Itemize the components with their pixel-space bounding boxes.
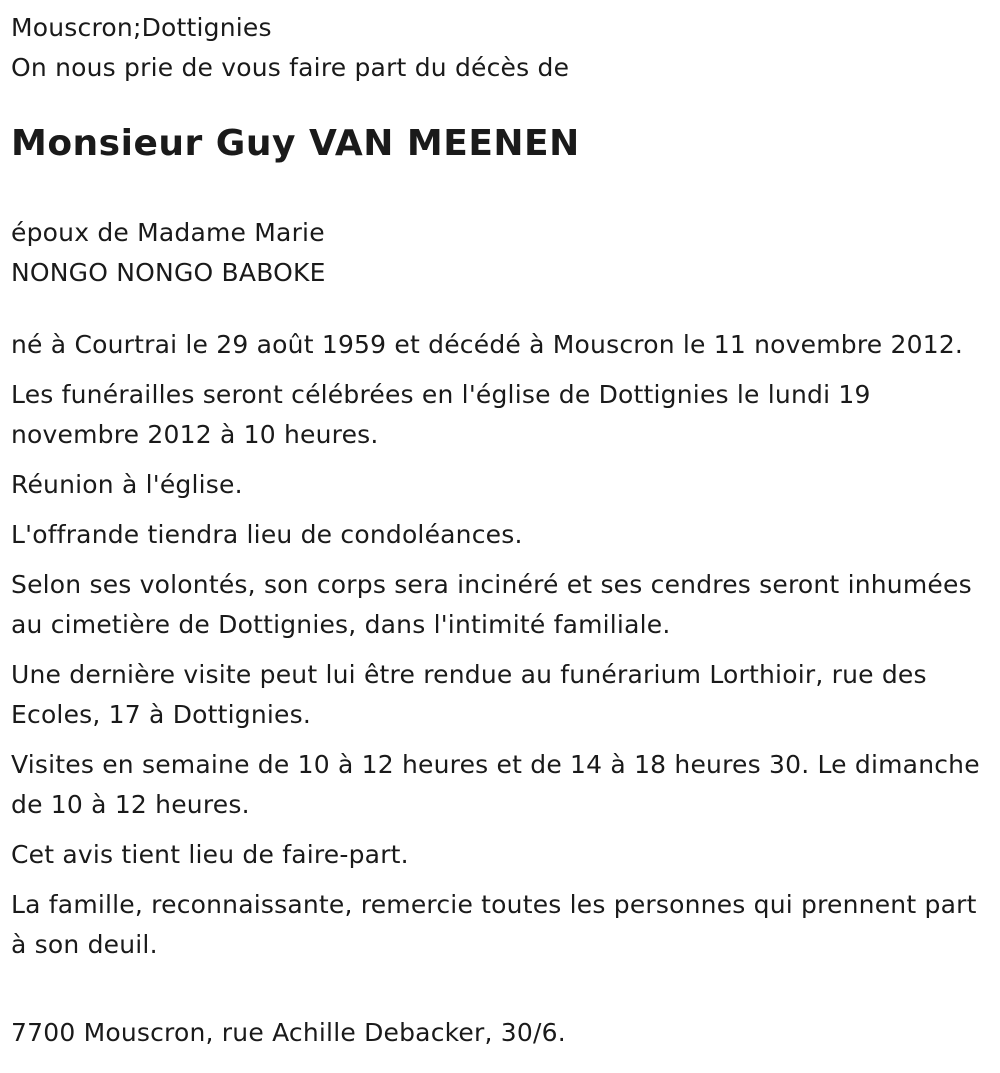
- spouse-line: époux de Madame Marie: [11, 218, 325, 247]
- location-line: Mouscron;Dottignies: [11, 13, 272, 42]
- funeral-paragraph: Les funérailles seront célébrées en l'église de Dottignies le lundi 19 novembre 2012 à 10 heures.: [11, 380, 871, 449]
- gathering-paragraph: Réunion à l'église.: [11, 470, 243, 499]
- birth-death-paragraph: né à Courtrai le 29 août 1959 et décédé à Mouscron le 11 novembre 2012.: [11, 330, 964, 359]
- faire-part-paragraph: Cet avis tient lieu de faire-part.: [11, 840, 409, 869]
- cremation-paragraph: Selon ses volontés, son corps sera incinéré et ses cendres seront inhumées au cimetière de Dottignies, dans l'intimité familiale.: [11, 570, 972, 639]
- offering-paragraph: L'offrande tiendra lieu de condoléances.: [11, 520, 523, 549]
- thanks-paragraph: La famille, reconnaissante, remercie toutes les personnes qui prennent part à son deuil.: [11, 890, 977, 959]
- spouse-name: NONGO NONGO BABOKE: [11, 258, 326, 287]
- visiting-hours-paragraph: Visites en semaine de 10 à 12 heures et de 14 à 18 heures 30. Le dimanche de 10 à 12 heures.: [11, 750, 980, 819]
- family-address: 7700 Mouscron, rue Achille Debacker, 30/6.: [11, 1018, 566, 1047]
- visit-paragraph: Une dernière visite peut lui être rendue au funérarium Lorthioir, rue des Ecoles, 17 à Dottignies.: [11, 660, 927, 729]
- intro-line: On nous prie de vous faire part du décès de: [11, 53, 570, 82]
- spouse-block: [11, 213, 988, 293]
- deceased-name: Monsieur Guy VAN MEENEN: [11, 123, 580, 164]
- notice-body: [11, 325, 988, 965]
